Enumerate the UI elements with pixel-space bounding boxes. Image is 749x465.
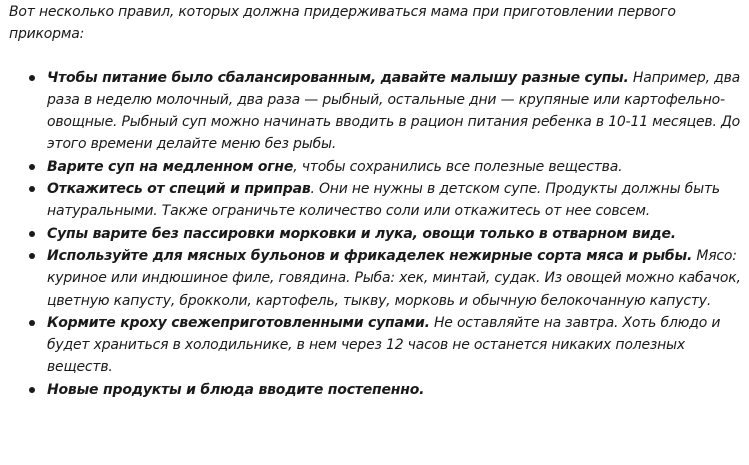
rule-item bbox=[47, 312, 741, 379]
rule-lead: Откажитесь от специй и приправ bbox=[47, 181, 311, 198]
bullet-icon bbox=[29, 164, 35, 170]
rule-item bbox=[47, 178, 741, 223]
rule-item bbox=[47, 245, 741, 312]
bullet-icon bbox=[29, 186, 35, 192]
bullet-icon bbox=[29, 320, 35, 326]
rule-text: Мясо: куриное или индюшиное филе, говядина. Рыба: хек, минтай, судак. Из овощей можно кабачок, цветную капусту, брокколи, картофель, тыкву, морковь и обычную белокочанную капусту. bbox=[47, 247, 741, 309]
intro-paragraph: Вот несколько правил, которых должна придерживаться мама при приготовлении первого прикорма: bbox=[9, 4, 676, 43]
bullet-icon bbox=[29, 75, 35, 81]
rule-lead: Кормите кроху свежеприготовленными супами. bbox=[47, 314, 430, 331]
rule-text: Не оставляйте на завтра. Хоть блюдо и будет храниться в холодильнике, в нем через 12 часов не останется никаких полезных веществ. bbox=[47, 314, 721, 376]
rule-text: , чтобы сохранились все полезные вещества. bbox=[293, 158, 623, 175]
rule-item bbox=[47, 156, 741, 178]
rule-text: Например, два раза в неделю молочный, два раза — рыбный, остальные дни — крупяные или картофельно-овощные. Рыбный суп можно начинать вводить в рацион питания ребенка в 10-11 месяцев. До этого времени делайте меню без рыбы. bbox=[47, 69, 741, 153]
bullet-icon bbox=[29, 231, 35, 237]
rule-text: . Они не нужны в детском супе. Продукты должны быть натуральными. Также ограничьте количество соли или откажитесь от нее совсем. bbox=[47, 181, 720, 220]
rule-item bbox=[47, 223, 741, 245]
bullet-icon bbox=[29, 387, 35, 393]
rule-item bbox=[47, 67, 741, 156]
rule-lead: Варите суп на медленном огне bbox=[47, 158, 294, 175]
rule-lead: Новые продукты и блюда вводите постепенно. bbox=[47, 381, 425, 398]
rule-lead: Супы варите без пассировки морковки и лука, овощи только в отварном виде. bbox=[47, 225, 676, 242]
rule-lead: Используйте для мясных бульонов и фрикаделек нежирные сорта мяса и рыбы. bbox=[47, 247, 693, 264]
rule-lead: Чтобы питание было сбалансированным, давайте малышу разные супы. bbox=[47, 69, 629, 86]
bullet-icon bbox=[29, 253, 35, 259]
rule-item bbox=[47, 379, 741, 401]
rules-list bbox=[9, 67, 741, 401]
